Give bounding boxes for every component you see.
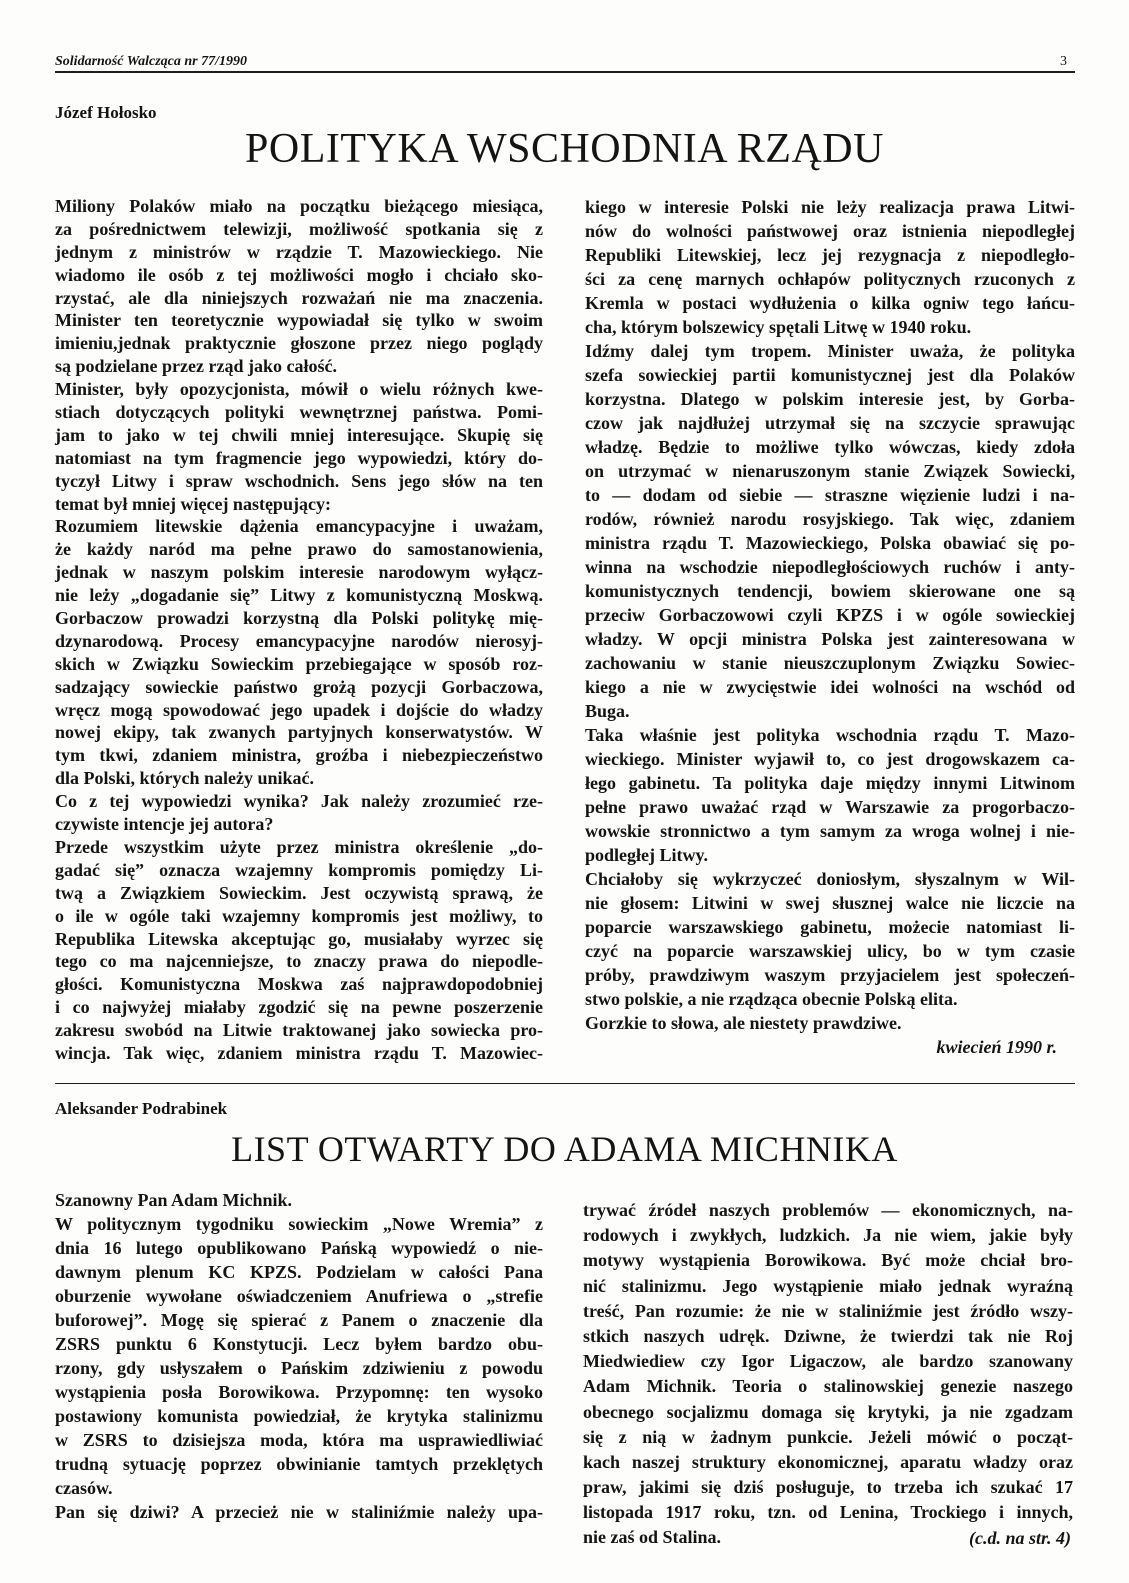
text-line: dzynarodową. Procesy emancypacyjne narodów nierosyj-: [55, 630, 543, 651]
header-rule: [55, 71, 1075, 73]
text-line: ministra rządu T. Mazowieckiego, Polska obawiać się po-: [585, 533, 1075, 553]
text-line: poparcie warszawskiego gabinetu, możecie natomiast li-: [585, 917, 1075, 937]
text-line: temat był mniej więcej następujący:: [55, 493, 331, 514]
text-line: nić stalinizmu. Jego wystąpienie miało jednak wyraźną: [583, 1275, 1073, 1296]
text-line: tego co ma najcenniejsze, to znaczy prawa do niepodle-: [55, 951, 543, 972]
text-line: treść, Pan rozumie: że nie w staliniźmie jest źródło wszy-: [583, 1300, 1073, 1321]
article-1-author: Józef Hołosko: [55, 103, 157, 122]
text-line: łego gabinetu. Ta polityka daje między innymi Litwinom: [585, 773, 1075, 793]
text-line: dla Polski, których należy unikać.: [55, 768, 315, 789]
text-line: jam to jako w tej chwili mniej interesujące. Skupię się: [55, 424, 543, 445]
article-1-date: kwiecień 1990 r.: [936, 1037, 1057, 1057]
text-line: próby, prawdziwym waszym przyjacielem jest społeczeń-: [585, 965, 1075, 985]
article-2-author: Aleksander Podrabinek: [55, 1099, 228, 1118]
page-number: 3: [1060, 54, 1067, 69]
text-line: zakresu swobód na Litwie traktowanej jako sowiecka pro-: [55, 1020, 543, 1041]
text-line: tym tkwi, zdaniem ministra, groźba i niebezpieczeństwo: [55, 745, 543, 766]
text-line: stiach dotyczących polityki wewnętrznej państwa. Pomi-: [55, 402, 543, 423]
text-line: ści za cenę marnych ochłapów politycznych rzuconych z: [585, 269, 1075, 289]
text-line: wieckiego. Minister wyjawił to, co jest drogowskazem ca-: [585, 749, 1075, 769]
article-2-right-column: [583, 1198, 1073, 1551]
text-line: Co z tej wypowiedzi wynika? Jak należy zrozumieć rze-: [55, 791, 543, 812]
text-line: kiego a nie w zwycięstwie idei wolności na wschód od: [585, 677, 1075, 697]
text-line: Chciałoby się wykrzyczeć doniosłym, słyszalnym w Wil-: [585, 869, 1075, 889]
text-line: w ZSRS to dzisiejsza moda, która ma usprawiedliwiać: [55, 1430, 543, 1450]
text-line: że każdy naród ma pełne prawo do samostanowienia,: [55, 539, 543, 560]
text-line: kach naszej struktury ekonomicznej, aparatu władzy oraz: [583, 1451, 1073, 1472]
text-line: imieniu,jednak praktycznie głoszone przez niego poglądy: [55, 333, 543, 354]
text-line: władzę. Będzie to możliwe tylko wówczas, kiedy zdoła: [585, 437, 1075, 457]
text-line: pełne prawo uważać rząd w Warszawie za progorbaczo-: [585, 797, 1075, 817]
text-line: wiadomo ile osób z tej możliwości mogło i chciało sko-: [55, 264, 543, 285]
text-line: kiego w interesie Polski nie leży realizacja prawa Litwi-: [585, 197, 1075, 217]
text-line: Rozumiem litewskie dążenia emancypacyjne i uważam,: [55, 516, 543, 537]
text-line: nów do wolności państwowej oraz istnienia niepodległej: [585, 221, 1075, 241]
text-line: Pan się dziwi? A przecież nie w staliniźmie należy upa-: [55, 1502, 543, 1522]
text-line: władzy. W opcji ministra Polska jest zainteresowana w: [585, 629, 1075, 649]
text-line: tyczył Litwy i spraw wschodnich. Sens jego słów na ten: [55, 470, 543, 491]
text-line: twą a Związkiem Sowieckim. Jest oczywistą sprawą, że: [55, 882, 543, 903]
text-line: rzony, gdy usłyszałem o Pańskim zdziwieniu z powodu: [55, 1358, 543, 1378]
text-line: praw, jakimi się dziś posługuje, to trzeba ich szukać 17: [583, 1477, 1073, 1498]
text-line: skich w Związku Sowieckim przebiegające w sposób roz-: [55, 653, 543, 674]
text-line: Miedwiediew czy Igor Ligaczow, ale bardzo szanowany: [583, 1351, 1073, 1372]
text-line: są podzielane przez rząd jako całość.: [55, 356, 337, 377]
text-line: czywiste intencje jej autora?: [55, 814, 274, 835]
text-line: listopada 1917 roku, tzn. od Lenina, Trockiego i innych,: [583, 1502, 1073, 1523]
text-line: Idźmy dalej tym tropem. Minister uważa, że polityka: [585, 341, 1075, 361]
text-line: W politycznym tygodniku sowieckim „Nowe Wremia” z: [55, 1214, 543, 1234]
text-line: czyć na poparcie warszawskiej ulicy, bo w tym czasie: [585, 941, 1075, 961]
text-line: dawnym plenum KC KPZS. Podzielam w całości Pana: [55, 1262, 543, 1282]
text-line: on utrzymać w nienaruszonym stanie Związek Sowiecki,: [585, 461, 1075, 481]
text-line: to — dodam od siebie — straszne więzienie ludzi i na-: [585, 485, 1075, 505]
text-line: Minister, były opozycjonista, mówił o wielu różnych kwe-: [55, 379, 543, 400]
text-line: czow jak najdłużej utrzymał się na szczycie sprawując: [585, 413, 1075, 433]
text-line: dnia 16 lutego opublikowano Pańską wypowiedź o nie-: [55, 1238, 543, 1258]
text-line: wowskie stronnictwo a tym samym za wroga wolnej i nie-: [585, 821, 1075, 841]
text-line: nie leży „dogadanie się” Litwy z komunistyczną Moskwą.: [55, 585, 543, 606]
text-line: Miliony Polaków miało na początku bieżącego miesiąca,: [55, 196, 543, 216]
text-line: buforowej”. Mogę się spierać z Panem o znaczenie dla: [55, 1310, 543, 1330]
text-line: rzystać, ale dla niniejszych rozważań nie ma znaczenia.: [55, 287, 543, 308]
article-1-title: POLITYKA WSCHODNIA RZĄDU: [245, 126, 884, 172]
text-line: winna na wschodzie niepodległościowych ruchów i anty-: [585, 557, 1075, 577]
text-line: cha, którym bolszewicy spętali Litwę w 1940 roku.: [585, 317, 972, 337]
text-line: Kremla w postaci wydłużenia o kilka ogniw tego łańcu-: [585, 293, 1075, 313]
article-2-title: LIST OTWARTY DO ADAMA MICHNIKA: [231, 1129, 898, 1169]
text-line: trudną sytuację poprzez obwinianie tamtych przeklętych: [55, 1454, 543, 1474]
text-line: głości. Komunistyczna Moskwa zaś najprawdopodobniej: [55, 974, 543, 995]
text-line: podległej Litwy.: [585, 845, 709, 865]
text-line: i co najwyżej miałaby zgodzić się na pewne poszerzenie: [55, 997, 543, 1018]
text-line: sadzający sowieckie państwo grożą pozycji Gorbaczowa,: [55, 676, 543, 697]
text-line: szefa sowieckiej partii komunistycznej jest dla Polaków: [585, 365, 1075, 385]
article-1-right-column: [585, 195, 1075, 1035]
text-line: wincja. Tak więc, zdaniem ministra rządu T. Mazowiec-: [55, 1042, 543, 1063]
text-line: jednym z ministrów w rządzie T. Mazowieckiego. Nie: [55, 241, 543, 262]
text-line: Republiki Litewskiej, lecz jej rezygnacja z niepodległo-: [585, 245, 1075, 265]
article-separator: [55, 1083, 1075, 1084]
text-line: rodowych i zwykłych, ludzkich. Ja nie wiem, jakie były: [583, 1225, 1073, 1246]
publication-header: Solidarność Walcząca nr 77/1990: [55, 54, 248, 69]
text-line: rodów, również narodu rosyjskiego. Tak więc, zdaniem: [585, 509, 1075, 529]
text-line: Republika Litewska akceptując go, musiałaby wyrzec się: [55, 928, 543, 949]
text-line: zachowaniu w stanie nieuszczuplonym Związku Sowiec-: [585, 653, 1075, 673]
text-line: postawiony komunista powiedział, że krytyka stalinizmu: [55, 1406, 543, 1426]
text-line: wystąpienia posła Borowikowa. Przypomnę: ten wysoko: [55, 1382, 543, 1402]
text-line: przeciw Gorbaczowowi czyli KPZS i w ogóle sowieckiej: [585, 605, 1075, 625]
text-line: Buga.: [585, 701, 630, 721]
text-line: jednak w naszym polskim interesie narodowym wyłącz-: [55, 562, 543, 583]
text-line: Przede wszystkim użyte przez ministra określenie „do-: [55, 836, 543, 857]
text-line: oburzenie wywołane oświadczeniem Anufriewa o „strefie: [55, 1286, 543, 1306]
text-line: nie zaś od Stalina.: [583, 1527, 722, 1548]
text-line: się z nią w żadnym punkcie. Jeżeli mówić o począt-: [583, 1426, 1073, 1447]
text-line: stkich naszych udręk. Dziwne, że twierdzi tak nie Roj: [583, 1325, 1073, 1346]
text-line: za pośrednictwem telewizji, możliwość spotkania się z: [55, 218, 543, 239]
text-line: Gorbaczow prowadzi korzystną dla Polski politykę mię-: [55, 608, 543, 629]
text-line: stwo polskie, a nie rządząca obecnie Polską elita.: [585, 989, 958, 1009]
text-line: gadać się” oznacza wzajemny kompromis pomiędzy Li-: [55, 859, 543, 880]
text-line: czasów.: [55, 1478, 113, 1498]
text-line: korzystna. Dlatego w polskim interesie jest, by Gorba-: [585, 389, 1075, 409]
text-line: Minister ten teoretycznie wypowiadał się tylko w swoim: [55, 310, 543, 331]
text-line: motywy wystąpienia Borowikowa. Być może chciał bro-: [583, 1250, 1073, 1271]
text-line: Gorzkie to słowa, ale niestety prawdziwe.: [585, 1013, 902, 1033]
text-line: ZSRS punktu 6 Konstytucji. Lecz byłem bardzo obu-: [55, 1334, 543, 1354]
text-line: Adam Michnik. Teoria o stalinowskiej genezie naszego: [583, 1376, 1073, 1397]
text-line: nie głosem: Litwini w swej słusznej walce nie liczcie na: [585, 893, 1075, 913]
text-line: komunistycznych tendencji, bowiem skierowane one są: [585, 581, 1075, 601]
text-line: nowej ekipy, tak zwanych partyjnych konserwatystów. W: [55, 722, 543, 743]
article-2-left-column: [55, 1188, 543, 1524]
text-line: natomiast na tym fragmencie jego wypowiedzi, który do-: [55, 447, 543, 468]
text-line: Taka właśnie jest polityka wschodnia rządu T. Mazo-: [585, 725, 1075, 745]
article-1-left-column: [55, 195, 543, 1065]
text-line: Szanowny Pan Adam Michnik.: [55, 1190, 293, 1210]
text-line: o ile w ogóle taki wzajemny kompromis jest możliwy, to: [55, 905, 543, 926]
text-line: wręcz mogą spowodować jego upadek i dojście do władzy: [55, 699, 543, 720]
text-line: trywać źródeł naszych problemów — ekonomicznych, na-: [583, 1200, 1073, 1220]
continuation-note: (c.d. na str. 4): [968, 1528, 1071, 1548]
text-line: obecnego socjalizmu domaga się krytyki, ja nie zgadzam: [583, 1401, 1073, 1422]
